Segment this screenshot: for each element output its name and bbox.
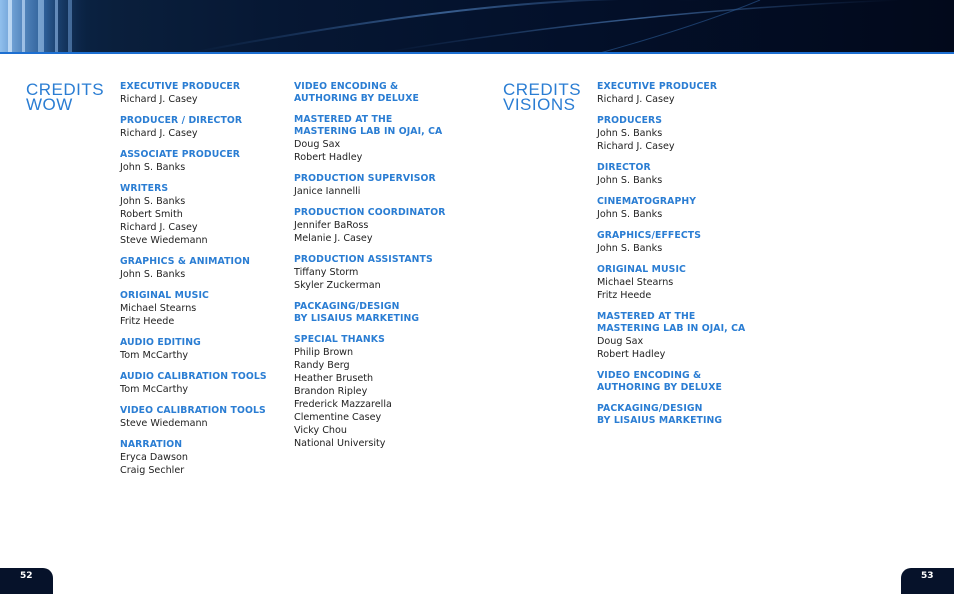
credit-name: Doug Sax bbox=[294, 139, 341, 150]
credit-name: Tom McCarthy bbox=[120, 384, 189, 395]
credit-group bbox=[294, 81, 484, 105]
credit-group bbox=[294, 207, 484, 245]
credit-name: Tiffany Storm bbox=[294, 267, 359, 278]
credit-role-heading: BY LISAIUS MARKETING bbox=[294, 313, 420, 324]
credit-role-heading: PACKAGING/DESIGN bbox=[597, 403, 703, 414]
credit-group bbox=[120, 183, 290, 247]
credit-role-heading: ORIGINAL MUSIC bbox=[120, 290, 209, 301]
credit-group bbox=[120, 405, 290, 430]
credit-name: Jennifer BaRoss bbox=[294, 220, 369, 231]
credit-name: Robert Hadley bbox=[597, 349, 666, 360]
credit-name: Janice Iannelli bbox=[294, 186, 361, 197]
banner-light-streaks bbox=[0, 0, 954, 53]
credit-name: John S. Banks bbox=[597, 209, 663, 220]
credit-role-heading: GRAPHICS/EFFECTS bbox=[597, 230, 701, 241]
header-banner bbox=[0, 0, 954, 53]
credit-group bbox=[597, 196, 797, 221]
credit-name: Craig Sechler bbox=[120, 465, 185, 476]
credit-name: Randy Berg bbox=[294, 360, 350, 371]
credit-name: Frederick Mazzarella bbox=[294, 399, 392, 410]
credit-role-heading: PRODUCER / DIRECTOR bbox=[120, 115, 243, 126]
credit-name: Steve Wiedemann bbox=[120, 418, 208, 429]
section-title-visions bbox=[503, 82, 581, 112]
credit-name: John S. Banks bbox=[120, 269, 186, 280]
credit-role-heading: ORIGINAL MUSIC bbox=[597, 264, 686, 275]
credit-name: Vicky Chou bbox=[294, 425, 347, 436]
credit-role-heading: PRODUCTION SUPERVISOR bbox=[294, 173, 436, 184]
credit-group bbox=[120, 149, 290, 174]
credit-name: Doug Sax bbox=[597, 336, 644, 347]
credit-role-heading: DIRECTOR bbox=[597, 162, 651, 173]
credit-name: John S. Banks bbox=[597, 175, 663, 186]
credit-name: Michael Stearns bbox=[597, 277, 674, 288]
title-line-2: VISIONS bbox=[503, 95, 576, 114]
credit-role-heading: SPECIAL THANKS bbox=[294, 334, 385, 345]
credit-role-heading: ASSOCIATE PRODUCER bbox=[120, 149, 241, 160]
credit-name: Richard J. Casey bbox=[597, 141, 675, 152]
credit-name: John S. Banks bbox=[597, 128, 663, 139]
credit-group bbox=[120, 371, 290, 396]
credit-group bbox=[597, 264, 797, 302]
credit-role-heading: AUDIO EDITING bbox=[120, 337, 201, 348]
credit-role-heading: PRODUCTION COORDINATOR bbox=[294, 207, 446, 218]
credit-group bbox=[120, 256, 290, 281]
credit-group bbox=[294, 114, 484, 164]
title-line-1: CREDITS bbox=[503, 80, 582, 99]
credits-column-visions-1 bbox=[597, 81, 797, 436]
page-number-right: 53 bbox=[901, 568, 954, 594]
credit-group bbox=[597, 311, 797, 361]
title-line-1: CREDITS bbox=[26, 80, 105, 99]
credit-role-heading: AUTHORING BY DELUXE bbox=[597, 382, 722, 393]
credit-role-heading: MASTERING LAB IN OJAI, CA bbox=[597, 323, 746, 334]
credit-role-heading: GRAPHICS & ANIMATION bbox=[120, 256, 250, 267]
credit-group bbox=[597, 115, 797, 153]
credit-name: Melanie J. Casey bbox=[294, 233, 373, 244]
credit-role-heading: PACKAGING/DESIGN bbox=[294, 301, 400, 312]
credit-group bbox=[597, 81, 797, 106]
credit-role-heading: EXECUTIVE PRODUCER bbox=[120, 81, 241, 92]
credit-name: Fritz Heede bbox=[120, 316, 175, 327]
credit-name: Heather Bruseth bbox=[294, 373, 374, 384]
credit-name: Fritz Heede bbox=[597, 290, 652, 301]
credit-name: John S. Banks bbox=[120, 162, 186, 173]
credit-role-heading: VIDEO ENCODING & bbox=[597, 370, 702, 381]
credit-role-heading: AUTHORING BY DELUXE bbox=[294, 93, 419, 104]
credit-name: Clementine Casey bbox=[294, 412, 382, 423]
credit-group bbox=[120, 115, 290, 140]
credit-group bbox=[597, 230, 797, 255]
credit-name: Tom McCarthy bbox=[120, 350, 189, 361]
credit-role-heading: PRODUCERS bbox=[597, 115, 663, 126]
credit-name: John S. Banks bbox=[597, 243, 663, 254]
credit-group bbox=[294, 334, 484, 450]
section-title-wow bbox=[26, 82, 104, 112]
credit-role-heading: VIDEO ENCODING & bbox=[294, 81, 399, 92]
credit-role-heading: PRODUCTION ASSISTANTS bbox=[294, 254, 433, 265]
credit-role-heading: MASTERED AT THE bbox=[597, 311, 696, 322]
credit-group bbox=[120, 81, 290, 106]
credit-group bbox=[120, 290, 290, 328]
credit-role-heading: AUDIO CALIBRATION TOOLS bbox=[120, 371, 267, 382]
credit-name: Richard J. Casey bbox=[597, 94, 675, 105]
credit-group bbox=[597, 403, 797, 427]
credit-name: Brandon Ripley bbox=[294, 386, 368, 397]
credit-role-heading: NARRATION bbox=[120, 439, 183, 450]
credit-name: John S. Banks bbox=[120, 196, 186, 207]
credit-name: Richard J. Casey bbox=[120, 128, 198, 139]
credit-role-heading: MASTERED AT THE bbox=[294, 114, 393, 125]
credit-group bbox=[597, 370, 797, 394]
title-line-2: WOW bbox=[26, 95, 73, 114]
credit-group bbox=[597, 162, 797, 187]
credit-role-heading: BY LISAIUS MARKETING bbox=[597, 415, 723, 426]
credit-role-heading: VIDEO CALIBRATION TOOLS bbox=[120, 405, 266, 416]
credit-group bbox=[294, 173, 484, 198]
credits-column-wow-1 bbox=[120, 81, 290, 486]
credit-name: Skyler Zuckerman bbox=[294, 280, 381, 291]
credit-group bbox=[294, 254, 484, 292]
credit-role-heading: CINEMATOGRAPHY bbox=[597, 196, 697, 207]
credit-role-heading: WRITERS bbox=[120, 183, 169, 194]
credit-name: National University bbox=[294, 438, 386, 449]
credit-name: Robert Hadley bbox=[294, 152, 363, 163]
credit-name: Robert Smith bbox=[120, 209, 183, 220]
credit-name: Richard J. Casey bbox=[120, 222, 198, 233]
credit-role-heading: MASTERING LAB IN OJAI, CA bbox=[294, 126, 443, 137]
credit-group bbox=[120, 439, 290, 477]
credit-group bbox=[294, 301, 484, 325]
page-number-left: 52 bbox=[0, 568, 53, 594]
credit-name: Steve Wiedemann bbox=[120, 235, 208, 246]
credit-name: Philip Brown bbox=[294, 347, 354, 358]
credit-role-heading: EXECUTIVE PRODUCER bbox=[597, 81, 718, 92]
credit-name: Eryca Dawson bbox=[120, 452, 188, 463]
banner-divider bbox=[0, 52, 954, 54]
credit-name: Richard J. Casey bbox=[120, 94, 198, 105]
credit-name: Michael Stearns bbox=[120, 303, 197, 314]
credit-group bbox=[120, 337, 290, 362]
credits-column-wow-2 bbox=[294, 81, 484, 459]
